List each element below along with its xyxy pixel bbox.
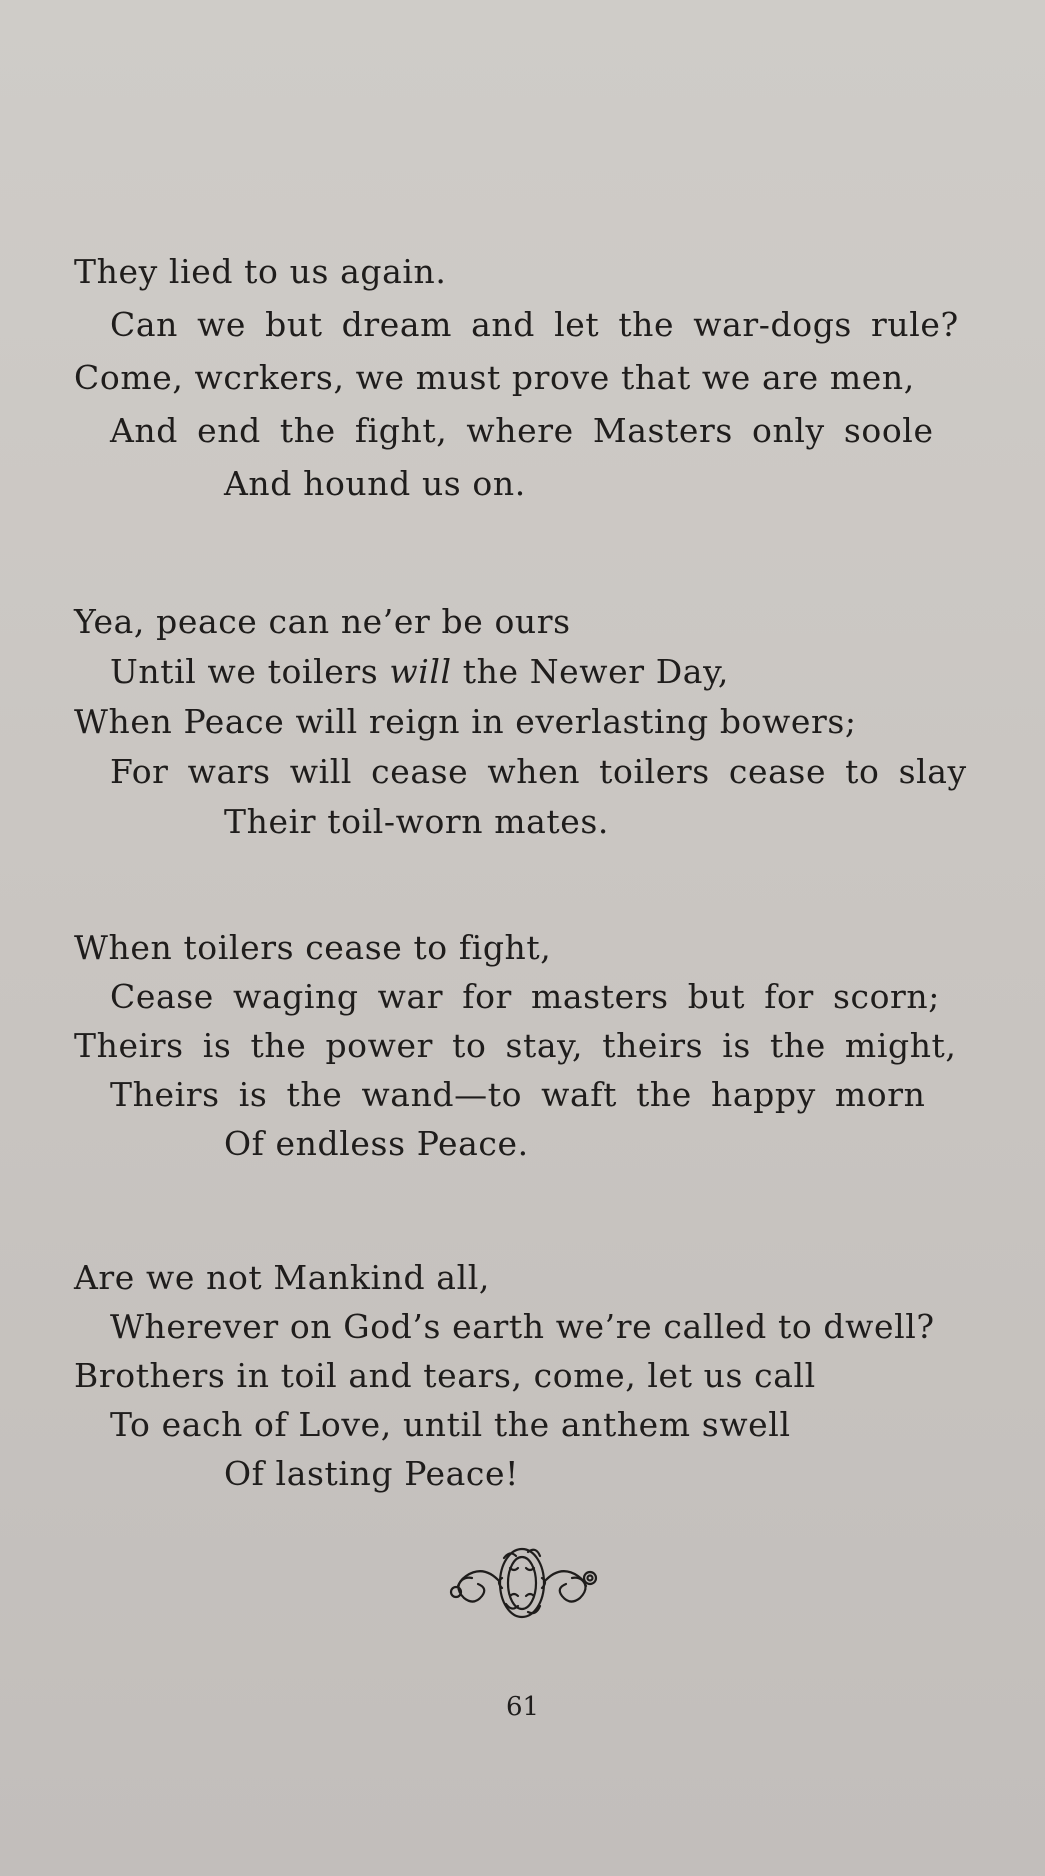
poem-line: And hound us on. <box>224 464 526 503</box>
poem-line-segment: Until we toilers <box>110 652 390 691</box>
poem-line: Yea, peace can ne’er be ours <box>74 602 571 641</box>
page-number: 61 <box>505 1692 540 1722</box>
poem-line <box>110 652 729 692</box>
poem-line: To each of Love, until the anthem swell <box>110 1405 791 1444</box>
poem-line: When Peace will reign in everlasting bowers; <box>74 702 857 741</box>
poem-line: Can we but dream and let the war-dogs rule? <box>110 305 959 344</box>
poem-line: Theirs is the power to stay, theirs is the might, <box>74 1026 957 1065</box>
poem-line: Their toil-worn mates. <box>224 802 610 841</box>
poem-line: For wars will cease when toilers cease to slay <box>110 752 967 791</box>
poem-line: Of lasting Peace! <box>224 1454 520 1493</box>
poem-line: Are we not Mankind all, <box>74 1258 490 1297</box>
poem-line-segment: the Newer Day, <box>451 652 730 691</box>
poem-line: When toilers cease to fight, <box>74 928 552 967</box>
poem-line: Wherever on God’s earth we’re called to dwell? <box>110 1307 935 1346</box>
poem-line: And end the fight, where Masters only soole <box>110 411 934 450</box>
wreath-ornament-icon <box>432 1538 612 1628</box>
poem-line: Of endless Peace. <box>224 1124 529 1163</box>
poem-line: They lied to us again. <box>74 252 447 291</box>
poem-line-italic: will <box>389 652 452 691</box>
poem-line: Theirs is the wand—to waft the happy morn <box>110 1075 926 1114</box>
poem-line: Cease waging war for masters but for scorn; <box>110 977 941 1016</box>
poem-line: Come, wcrkers, we must prove that we are men, <box>74 358 915 397</box>
poem-line: Brothers in toil and tears, come, let us call <box>74 1356 816 1395</box>
